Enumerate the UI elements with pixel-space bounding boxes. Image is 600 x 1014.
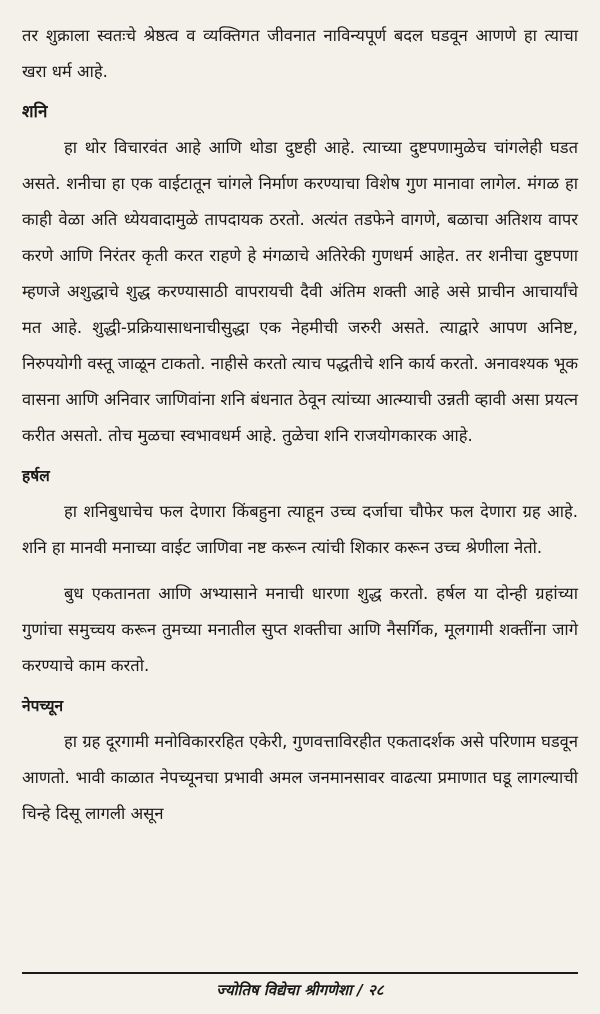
- shani-paragraph: हा थोर विचारवंत आहे आणि थोडा दुष्टही आहे. त्याच्या दुष्टपणामुळेच चांगलेही घडत असते. शनीचा हा एक वाईटातून चांगले निर्माण करण्याचा विशेष गुण मानावा लागेल. मंगळ हा काही वेळा अति ध्येयवादामुळे तापदायक ठरतो. अत्यंत तडफेने वागणे, बळाचा अतिशय वापर करणे आणि निरंतर कृती करत राहणे हे मंगळाचे अतिरेकी गुणधर्म आहेत. तर शनीचा दुष्टपणा म्हणजे अशुद्धाचे शुद्ध करण्यासाठी वापरायची दैवी अंतिम शक्ती आहे असे प्राचीन आचार्यांचे मत आहे. शुद्धी-प्रक्रियासाधनाचीसुद्धा एक नेहमीची जरुरी असते. त्याद्वारे आपण अनिष्ट, निरुपयोगी वस्तू जाळून टाकतो. नाहीसे करतो त्याच पद्धतीचे शनि कार्य करतो. अनावश्यक भूक वासना आणि अनिवार जाणिवांना शनि बंधनात ठेवून त्यांच्या आत्म्याची उन्नती व्हावी असा प्रयत्न करीत असतो. तोच मुळचा स्वभावधर्म आहे. तुळेचा शनि राजयोगकारक आहे.: [22, 138, 578, 445]
- section-heading-herschel: हर्षल: [22, 467, 50, 485]
- section-heading-neptune: नेपच्यून: [22, 697, 64, 715]
- herschel-paragraph-2: बुध एकतानता आणि अभ्यासाने मनाची धारणा शुद्ध करतो. हर्षल या दोन्ही ग्रहांच्या गुणांचा समुच्चय करून तुमच्या मनातील सुप्त शक्तीचा आणि नैसर्गिक, मूलगामी शक्तींना जागे करण्याचे काम करतो.: [22, 584, 578, 675]
- page-footer: ज्योतिष विद्येचा श्रीगणेशा / २८: [216, 981, 384, 999]
- intro-paragraph: तर शुक्राला स्वतःचे श्रेष्ठत्व व व्यक्तिगत जीवनात नाविन्यपूर्ण बदल घडवून आणणे हा त्याचा खरा धर्म आहे.: [22, 26, 578, 81]
- section-heading-shani: शनि: [22, 102, 48, 122]
- neptune-paragraph: हा ग्रह दूरगामी मनोविकाररहित एकेरी, गुणवत्ताविरहीत एकतादर्शक असे परिणाम घडवून आणतो. भावी काळात नेपच्यूनचा प्रभावी अमल जनमानसावर वाढत्या प्रमाणात घडू लागल्याची चिन्हे दिसू लागली असून: [22, 732, 578, 823]
- footer-divider: [22, 972, 578, 974]
- herschel-paragraph-1: हा शनिबुधाचेच फल देणारा किंबहुना त्याहून उच्च दर्जाचा चौफेर फल देणारा ग्रह आहे. शनि हा मानवी मनाच्या वाईट जाणिवा नष्ट करून त्यांची शिकार करून उच्च श्रेणीला नेतो.: [22, 502, 578, 557]
